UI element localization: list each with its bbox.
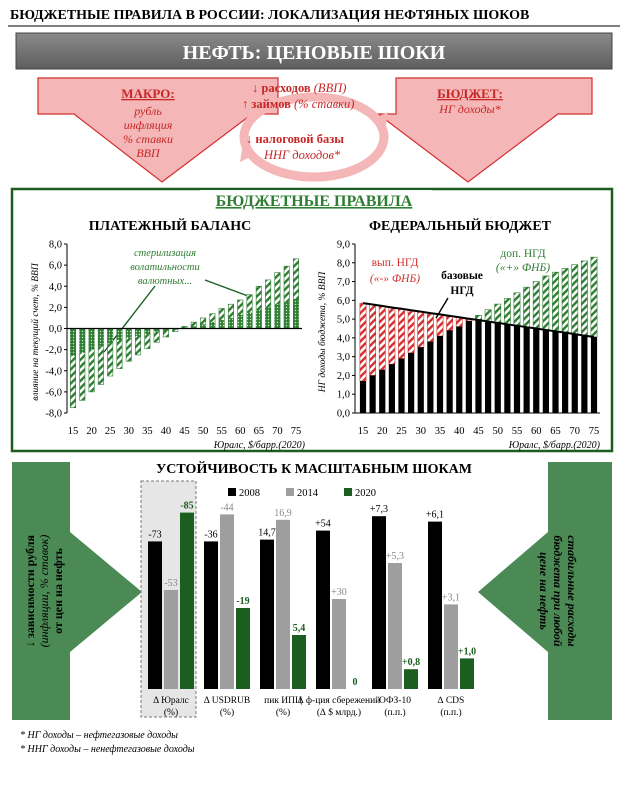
rules-title: БЮДЖЕТНЫЕ ПРАВИЛА	[215, 193, 413, 210]
y-tick-label: -2,0	[45, 345, 62, 357]
bar	[460, 658, 474, 689]
group-label: Δ USDRUB	[203, 696, 251, 706]
x-tick-label: 50	[197, 426, 209, 437]
x-tick-label: 55	[216, 426, 227, 437]
footnote: * ННГ доходы – ненефтегазовые доходы	[20, 744, 195, 755]
group-label-unit: (%)	[275, 708, 291, 718]
y-tick-label: -4,0	[45, 366, 62, 378]
bar	[180, 513, 194, 689]
bar-inner	[284, 302, 289, 328]
bar-inner	[293, 299, 298, 329]
page-title: БЮДЖЕТНЫЕ ПРАВИЛА В РОССИИ: ЛОКАЛИЗАЦИЯ НЕФТЯНЫХ ШОКОВ	[10, 8, 530, 23]
chart2-label-base-sub: НГД	[450, 285, 474, 297]
bar-value-label: 5,4	[292, 623, 306, 634]
chart2-ylabel: НГ доходы бюджета, % ВВП	[318, 271, 328, 393]
bar-base	[562, 333, 568, 413]
bar-base	[389, 364, 395, 413]
bar	[220, 514, 234, 689]
bar-value-label: -85	[180, 500, 194, 512]
chart2-label-red-sub: («-» ФНБ)	[369, 273, 421, 285]
bar	[276, 520, 290, 689]
bar-shortfall	[389, 307, 395, 364]
x-tick-label: 15	[67, 426, 79, 437]
x-tick-label: 65	[550, 426, 561, 437]
budget-line: НГ доходы*	[439, 102, 501, 116]
bar-base	[533, 329, 539, 414]
budget-title: БЮДЖЕТ:	[437, 86, 503, 101]
left-arrow-line3: от цен на нефть	[51, 548, 65, 634]
bar	[148, 541, 162, 689]
macro-line: % ставки	[123, 132, 173, 146]
bar-base	[370, 375, 376, 413]
bar-value-label: -19	[236, 596, 250, 607]
bar-value-label: +7,3	[369, 504, 389, 516]
group-label: ∆ CDS	[437, 696, 465, 706]
x-tick-label: 70	[569, 426, 580, 437]
banner-title: НЕФТЬ: ЦЕНОВЫЕ ШОКИ	[182, 42, 446, 64]
x-tick-label: 35	[434, 426, 446, 437]
bar-value-label: -44	[220, 502, 234, 514]
x-tick-label: 70	[272, 426, 283, 437]
chart1-annotation: валютных...	[137, 276, 193, 287]
bar-base	[418, 347, 424, 413]
bar-base	[552, 331, 558, 413]
legend-swatch	[228, 488, 236, 496]
bar-value-label: 16,9	[274, 507, 292, 519]
y-tick-label: 8,0	[336, 258, 350, 270]
bar	[332, 599, 346, 689]
bar-inner	[247, 313, 252, 329]
center-line-1: ↓ расходов (ВВП)	[252, 81, 347, 95]
center-line-3: ↓ налоговой базы	[246, 132, 345, 146]
bar-shortfall	[418, 312, 424, 348]
left-arrow-line2: (инфляции, % ставок)	[37, 534, 51, 648]
bar-shortfall	[437, 314, 443, 336]
left-arrow-line1: ↓ зависимости рубля	[23, 535, 37, 647]
bar-base	[466, 321, 472, 413]
x-tick-label: 50	[492, 426, 503, 437]
bar-surplus	[514, 293, 520, 326]
bar	[164, 590, 178, 689]
bar-surplus	[533, 282, 539, 329]
legend-label: 2008	[239, 488, 260, 499]
x-tick-label: 30	[123, 426, 134, 437]
x-tick-label: 25	[396, 426, 407, 437]
bar-base	[495, 323, 501, 413]
bar-base	[360, 381, 366, 413]
legend-swatch	[286, 488, 294, 496]
bar	[292, 635, 306, 689]
right-arrow-line1: стабильные расходы	[565, 535, 579, 647]
bar-shortfall	[447, 316, 453, 330]
bar-surplus	[572, 265, 578, 334]
bar-inner	[135, 329, 140, 336]
bar	[204, 541, 218, 689]
bar-shortfall	[379, 306, 385, 370]
legend-swatch	[344, 488, 352, 496]
group-label: ∆ ф-ция сбережений	[297, 696, 381, 706]
group-label: пик ИПЦ	[264, 696, 302, 706]
y-tick-label: 4,0	[48, 281, 62, 293]
bar-base	[543, 330, 549, 413]
bar-surplus	[504, 298, 510, 324]
group-label-unit: (%)	[163, 708, 179, 718]
chart1-annotation: волатильности	[130, 262, 200, 273]
bar-base	[572, 334, 578, 413]
bar-inner	[256, 309, 261, 328]
bar-inner	[210, 322, 215, 328]
y-tick-label: 3,0	[336, 352, 350, 364]
bar-inner	[98, 329, 103, 347]
bar-shortfall	[427, 313, 433, 342]
bar-value-label: -73	[148, 529, 162, 541]
bar-inner	[117, 329, 122, 341]
bar-base	[427, 342, 433, 413]
bar-surplus	[591, 257, 597, 337]
bar	[236, 608, 250, 689]
group-label-unit: (%)	[219, 708, 235, 718]
y-tick-label: 7,0	[336, 277, 350, 289]
bar-shortfall	[370, 304, 376, 375]
bar	[388, 563, 402, 689]
x-tick-label: 20	[377, 426, 388, 437]
macro-title: МАКРО:	[121, 86, 175, 101]
y-tick-label: 0,0	[48, 324, 62, 335]
bar-shortfall	[456, 317, 462, 326]
bar	[372, 516, 386, 689]
bar	[428, 522, 442, 689]
bar-value-label: +54	[315, 518, 331, 530]
bar-value-label: 0	[352, 677, 358, 688]
chart1-xlabel: Юралс, $/барр.(2020)	[213, 440, 305, 451]
bar-value-label: 14,7	[258, 527, 276, 539]
macro-line: инфляция	[123, 118, 173, 132]
bar-base	[504, 324, 510, 413]
group-label-unit: (∆ $ млрд.)	[316, 708, 362, 718]
bar-value-label: -53	[164, 578, 178, 589]
chart2-label-green: доп. НГД	[500, 248, 546, 260]
bar-value-label: +6,1	[425, 509, 445, 521]
bar-base	[447, 330, 453, 413]
bar	[444, 604, 458, 689]
y-tick-label: 0,0	[336, 408, 350, 420]
bar-inner	[200, 324, 205, 328]
bar	[404, 669, 418, 689]
x-tick-label: 40	[160, 426, 172, 437]
bar-inner	[145, 329, 150, 334]
bar-surplus	[581, 261, 587, 336]
bar-inner	[238, 315, 243, 329]
bar-inner	[275, 304, 280, 328]
chart2-label-red: вып. НГД	[371, 257, 419, 269]
right-arrow-line3: цене на нефть	[537, 552, 551, 630]
y-tick-label: -6,0	[45, 387, 62, 399]
x-tick-label: 35	[142, 426, 153, 437]
bar-value-label: +0,8	[401, 657, 421, 669]
y-tick-label: 1,0	[336, 389, 350, 401]
bar-base	[475, 320, 481, 413]
x-tick-label: 55	[511, 426, 523, 437]
bar-value-label: +30	[331, 587, 347, 598]
bar-base	[581, 336, 587, 413]
bar-value-label: +3,1	[441, 592, 461, 604]
bar-shortfall	[408, 310, 414, 353]
y-tick-label: 2,0	[48, 302, 62, 314]
x-tick-label: 40	[454, 426, 465, 437]
right-arrow-line2: бюджета при любой	[551, 535, 565, 647]
legend-label: 2020	[355, 488, 376, 499]
center-line-2: ↑ займов (% ставки)	[242, 97, 355, 111]
bar-base	[408, 353, 414, 413]
bar-base	[398, 359, 404, 413]
chart3-plot	[148, 488, 476, 718]
group-label: ОФЗ-10	[379, 696, 411, 706]
legend-label: 2014	[297, 488, 318, 499]
group-label-unit: (п.п.)	[440, 708, 462, 718]
macro-line: ВВП	[136, 146, 160, 160]
bar-base	[524, 327, 530, 413]
y-tick-label: 6,0	[48, 260, 62, 272]
bar-base	[591, 337, 597, 413]
y-tick-label: 2,0	[336, 370, 350, 382]
chart1-title: ПЛАТЕЖНЫЙ БАЛАНС	[88, 219, 252, 234]
bar-base	[456, 327, 462, 413]
bar-value-label: -36	[204, 529, 218, 541]
bar-inner	[89, 329, 94, 350]
bar-base	[485, 322, 491, 413]
chart2-xlabel: Юралс, $/барр.(2020)	[508, 440, 600, 451]
bar-inner	[219, 320, 224, 328]
bar-inner	[70, 329, 75, 356]
bar-value-label: +5,3	[385, 551, 405, 562]
x-tick-label: 45	[179, 426, 190, 437]
x-tick-label: 45	[473, 426, 484, 437]
bar-inner	[228, 318, 233, 329]
x-tick-label: 20	[86, 426, 97, 437]
bar-shortfall	[360, 303, 366, 381]
bar-inner	[126, 329, 131, 339]
center-line-4: ННГ доходов*	[264, 148, 341, 162]
bar-surplus	[495, 304, 501, 323]
chart2-label-base: базовые	[441, 270, 483, 282]
bar-surplus	[562, 268, 568, 332]
bar-surplus	[524, 287, 530, 327]
chart1-ylabel: влияние на текущий счет, % ВВП	[31, 263, 41, 401]
y-tick-label: 5,0	[336, 314, 350, 326]
bar-surplus	[543, 276, 549, 330]
bar-inner	[107, 329, 112, 344]
x-tick-label: 60	[235, 426, 246, 437]
group-label-unit: (п.п.)	[384, 708, 406, 718]
bar-inner	[80, 329, 85, 353]
x-tick-label: 75	[290, 426, 302, 437]
group-label: Δ Юралс	[153, 696, 189, 706]
x-tick-label: 25	[104, 426, 116, 437]
bar	[316, 531, 330, 689]
bar-surplus	[485, 310, 491, 322]
bar	[260, 540, 274, 689]
x-tick-label: 75	[588, 426, 600, 437]
y-tick-label: 6,0	[336, 295, 350, 307]
x-tick-label: 15	[357, 426, 369, 437]
x-tick-label: 30	[415, 426, 426, 437]
x-tick-label: 60	[531, 426, 542, 437]
footnote: * НГ доходы – нефтегазовые доходы	[20, 730, 178, 741]
chart2-title: ФЕДЕРАЛЬНЫЙ БЮДЖЕТ	[368, 219, 552, 234]
x-tick-label: 65	[253, 426, 265, 437]
bar-shortfall	[398, 309, 404, 359]
bar-surplus	[552, 272, 558, 331]
chart2-label-green-sub: («+» ФНБ)	[495, 262, 551, 274]
chart1-annotation: стерилизация	[134, 248, 196, 259]
y-tick-label: -8,0	[45, 408, 62, 420]
bar-base	[437, 336, 443, 413]
bar-inner	[265, 307, 270, 328]
y-tick-label: 8,0	[48, 239, 62, 251]
bar-value-label: +1,0	[457, 646, 477, 658]
macro-line: рубль	[134, 104, 162, 118]
y-tick-label: 9,0	[336, 239, 350, 251]
bar-base	[514, 326, 520, 413]
bar-base	[379, 370, 385, 413]
chart3-title: УСТОЙЧИВОСТЬ К МАСШТАБНЫМ ШОКАМ	[156, 462, 472, 477]
y-tick-label: 4,0	[336, 333, 350, 345]
